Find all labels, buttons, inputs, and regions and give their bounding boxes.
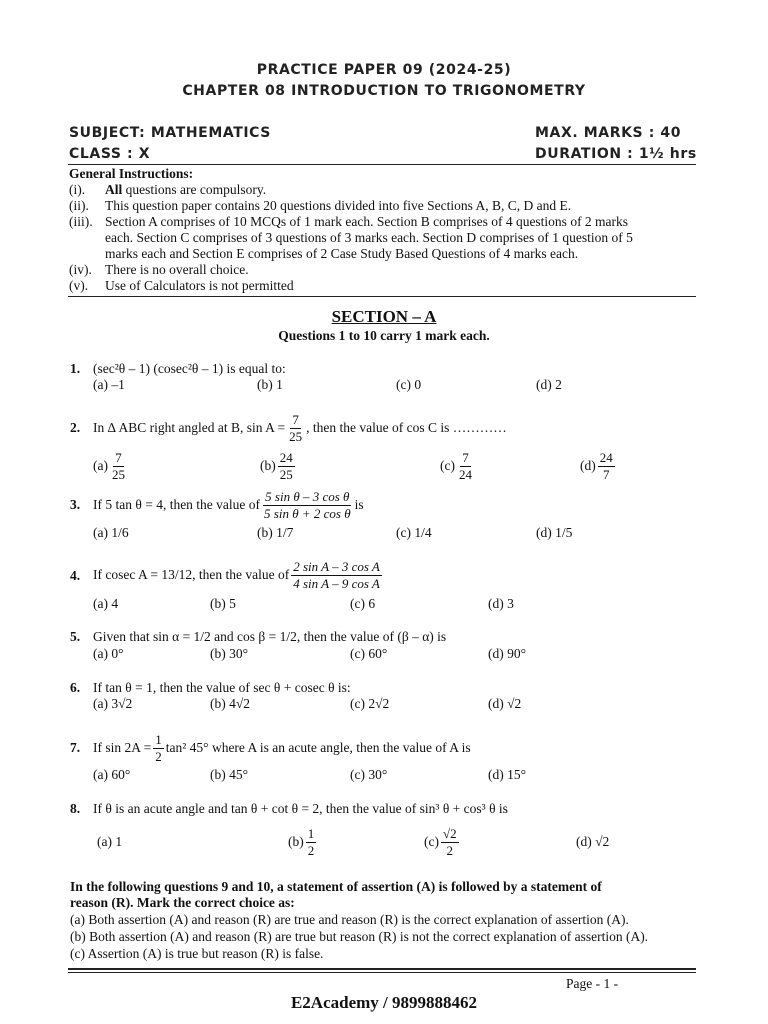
q3-number: 3. — [70, 497, 81, 512]
instruction-num-2: (ii). — [69, 198, 89, 213]
q3-text: If 5 tan θ = 4, then the value of $\frac{\text{5 sin θ – 3 cos θ}}{\text{5 sin θ + 2 cos θ}}$ is — [93, 488, 364, 521]
q3-option-c: (c) 1/4 — [396, 525, 432, 540]
q1-text: (sec²θ – 1) (cosec²θ – 1) is equal to: — [93, 361, 286, 376]
instruction-num-4: (iv). — [69, 262, 92, 277]
q4-text: If cosec A = 13/12, then the value of $\frac{\text{2 sin A – 3 cos A}}{\text{4 sin A – 9 cos A}}$ — [93, 558, 380, 591]
section-title: SECTION – A — [331, 307, 437, 326]
q7-option-d: (d) 15° — [488, 767, 527, 782]
q5-text: Given that sin α = 1/2 and cos β = 1/2, then the value of (β – α) is — [93, 629, 447, 644]
q5-option-c: (c) 60° — [350, 646, 388, 661]
q7-option-c: (c) 30° — [350, 767, 388, 782]
instruction-4: There is no overall choice. — [105, 262, 249, 277]
duration-label: DURATION : 1½ hrs — [535, 146, 697, 162]
q3-option-b: (b) 1/7 — [257, 525, 294, 540]
q6-option-a: (a) 3√2 — [93, 696, 133, 711]
q7-option-b: (b) 45° — [210, 767, 249, 782]
q8-option-d: (d) √2 — [576, 834, 610, 849]
instruction-5: Use of Calculators is not permitted — [105, 278, 294, 293]
instructions-divider — [68, 296, 696, 297]
instruction-num-5: (v). — [69, 278, 89, 293]
q8-text: If θ is an acute angle and tan θ + cot θ = 2, then the value of sin³ θ + cos³ θ is — [93, 801, 508, 816]
q3-option-d: (d) 1/5 — [536, 525, 573, 540]
q6-option-b: (b) 4√2 — [210, 696, 251, 711]
q7-option-a: (a) 60° — [93, 767, 131, 782]
assertion-choice-a: (a) Both assertion (A) and reason (R) are true and reason (R) is the correct explanation of assertion (A). — [70, 912, 629, 927]
q2-option-a: (a) $\frac{7}{25}$ — [93, 449, 125, 482]
q2-number: 2. — [70, 420, 81, 435]
q2-fraction: $\frac{7}{25}$ — [289, 411, 303, 444]
q8-option-c: (c) $\frac{√2}{2}$ — [424, 825, 457, 858]
q1-option-b: (b) 1 — [257, 377, 283, 392]
q4-option-a: (a) 4 — [93, 596, 119, 611]
q2-option-c: (c) $\frac{7}{24}$ — [440, 449, 472, 482]
header-divider — [68, 164, 696, 165]
footer-brand: E2Academy / 9899888462 — [290, 993, 478, 1012]
q4-option-b: (b) 5 — [210, 596, 236, 611]
q7-fraction: $\frac{1}{2}$ — [155, 731, 162, 764]
q8-option-a: (a) 1 — [97, 834, 123, 849]
q5-option-d: (d) 90° — [488, 646, 527, 661]
instruction-3-line-1: Section A comprises of 10 MCQs of 1 mark each. Section B comprises of 4 questions of 2 marks — [105, 214, 629, 229]
q6-text: If tan θ = 1, then the value of sec θ + cosec θ is: — [93, 680, 351, 695]
footer-rule-thick — [68, 968, 696, 970]
q3-option-a: (a) 1/6 — [93, 525, 129, 540]
q8-number: 8. — [70, 801, 81, 816]
q6-number: 6. — [70, 680, 81, 695]
q8-option-b: (b) $\frac{1}{2}$ — [288, 825, 315, 858]
subject-label: SUBJECT: MATHEMATICS — [69, 125, 271, 141]
q5-option-a: (a) 0° — [93, 646, 124, 661]
max-marks-label: MAX. MARKS : 40 — [535, 125, 682, 141]
instruction-num-1: (i). — [69, 182, 86, 197]
q2-text: In ∆ ABC right angled at B, sin A = $\frac{7}{25}$ , then the value of cos C is ………… — [93, 411, 507, 444]
q5-option-b: (b) 30° — [210, 646, 249, 661]
instruction-num-3: (iii). — [69, 214, 93, 229]
paper-title: PRACTICE PAPER 09 (2024-25) — [256, 62, 512, 78]
assertion-choice-c: (c) Assertion (A) is true but reason (R) is false. — [70, 946, 324, 961]
chapter-title: CHAPTER 08 INTRODUCTION TO TRIGONOMETRY — [182, 83, 586, 99]
assertion-choice-b: (b) Both assertion (A) and reason (R) are true but reason (R) is not the correct explanation of assertion (A). — [70, 929, 649, 944]
q6-option-c: (c) 2√2 — [350, 696, 390, 711]
q4-number: 4. — [70, 568, 81, 583]
q2-option-d: (d) $\frac{24}{7}$ — [580, 449, 613, 482]
instructions-heading: General Instructions: — [69, 166, 194, 181]
class-label: CLASS : X — [69, 146, 151, 162]
q2-option-b: (b) $\frac{24}{25}$ — [260, 449, 293, 482]
q1-option-c: (c) 0 — [396, 377, 422, 392]
instruction-3-line-3: marks each and Section E comprises of 2 Case Study Based Questions of 4 marks each. — [105, 246, 579, 261]
q5-number: 5. — [70, 629, 81, 644]
q1-number: 1. — [70, 361, 81, 376]
instruction-1: All questions are compulsory. — [105, 182, 267, 197]
page-number: Page - 1 - — [566, 976, 619, 991]
q4-option-d: (d) 3 — [488, 596, 514, 611]
assertion-intro-line-2: reason (R). Mark the correct choice as: — [70, 895, 295, 910]
footer-rule-thin — [68, 972, 696, 973]
q4-option-c: (c) 6 — [350, 596, 376, 611]
q6-option-d: (d) √2 — [488, 696, 522, 711]
instruction-2: This question paper contains 20 questions divided into five Sections A, B, C, D and E. — [105, 198, 572, 213]
q3-fraction: $\frac{\text{5 sin θ – 3 cos θ}}{\text{5 sin θ + 2 cos θ}}$ — [264, 488, 351, 521]
assertion-intro-line-1: In the following questions 9 and 10, a statement of assertion (A) is followed by a statement of — [70, 879, 602, 894]
q1-option-a: (a) –1 — [93, 377, 125, 392]
q4-fraction: $\frac{\text{2 sin A – 3 cos A}}{\text{4 sin A – 9 cos A}}$ — [293, 558, 380, 591]
section-subtitle: Questions 1 to 10 carry 1 mark each. — [278, 328, 490, 343]
q1-option-d: (d) 2 — [536, 377, 562, 392]
instruction-3-line-2: each. Section C comprises of 3 questions of 3 marks each. Section D comprises of 1 question of 5 — [105, 230, 633, 245]
q7-text: If sin 2A = $\frac{1}{2}$ tan² 45° where A is an acute angle, then the value of A is — [93, 731, 471, 764]
q7-number: 7. — [70, 740, 81, 755]
